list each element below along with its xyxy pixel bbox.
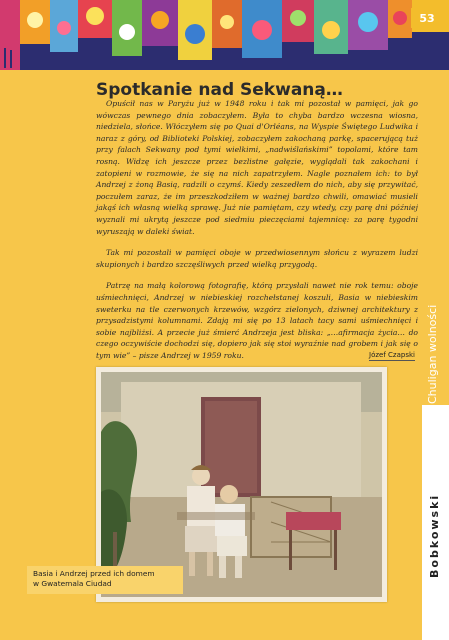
- author-signature: Józef Czapski: [369, 351, 415, 359]
- section-tab-label: Bobkowski: [428, 493, 441, 578]
- article-body: [96, 98, 418, 371]
- header-embroidery-banner: [0, 0, 449, 70]
- article-paragraph: Opuścił nas w Paryżu już w 1948 roku i tak mi pozostał w pamięci, jak go wówczas pewnego dnia zobaczyłem. Była to chyba bardzo wczesna wiosna, niedziela, słońce. Włóczyłem się po Quai d'Orléans, na Wyspie Świętego Ludwika i naraz z góry, od Biblioteki Polskiej, zobaczyłem zakochaną parkę, spacerującą tuż przy falach Sekwany pod tymi wielkimi, „nadwiślańskimi” topolami, które tam rosną. Widzę ich jeszcze przez bezlistne gałęzie, wyglądali tak zakochani i zatopieni w rozmowie, że się na nich zapatrzyłem. Nagle poznałem ich: to był Andrzej z żoną Basią, radzili o czymś. Kiedy zeszedłem do nich, aby się przywitać, poczułem zaraz, że im przeszkodziłem w ważnej bardzo chwili, omawiać musieli jakąś ich własną wielką sprawę. Już nie pamiętam, czy wtedy, czy parę dni później wyznali mi ukrytą jeszcze pod siedmiu pieczęciami tajemnicę: za parę tygodni wyruszają w daleki świat.: [96, 99, 418, 236]
- embroidery-pattern: [0, 0, 449, 70]
- photo-caption: [27, 566, 183, 594]
- article-title: Spotkanie nad Sekwaną…: [96, 80, 343, 100]
- article-paragraph: Tak mi pozostali w pamięci oboje w przedwiosennym słońcu z wyrazem ludzi skupionych i bardzo szczęśliwych przed wielką przygodą.: [96, 248, 418, 269]
- photo-illustration: [101, 372, 382, 597]
- caption-line: Basia i Andrzej przed ich domem: [33, 569, 155, 578]
- section-label: Chuligan wolności: [426, 304, 439, 404]
- article-paragraph: Patrzę na małą kolorową fotografię, którą przysłali nawet nie rok temu: oboje uśmiechnięci, Andrzej w niebieskiej rozchełstanej koszuli, Basia w niebieskim sweterku na tle czerwonych krzewów, wzgórz zielonych, dziwnej architektury z przysadzistymi kolumnami. Zdają mi się po 13 latach tacy sami uśmiechnięci i sobie najbliżsi. A przecie już śmierć Andrzeja jest bliska: „…afirmacja życia… do czego oczywiście dochodzi się, dopiero jak się stoi wyraźnie nad grobem i jak się o tym wie” – pisze Andrzej w 1959 roku.: [96, 281, 418, 360]
- caption-line: w Gwatemala Ciudad: [33, 578, 112, 588]
- page-number: 53: [411, 8, 443, 28]
